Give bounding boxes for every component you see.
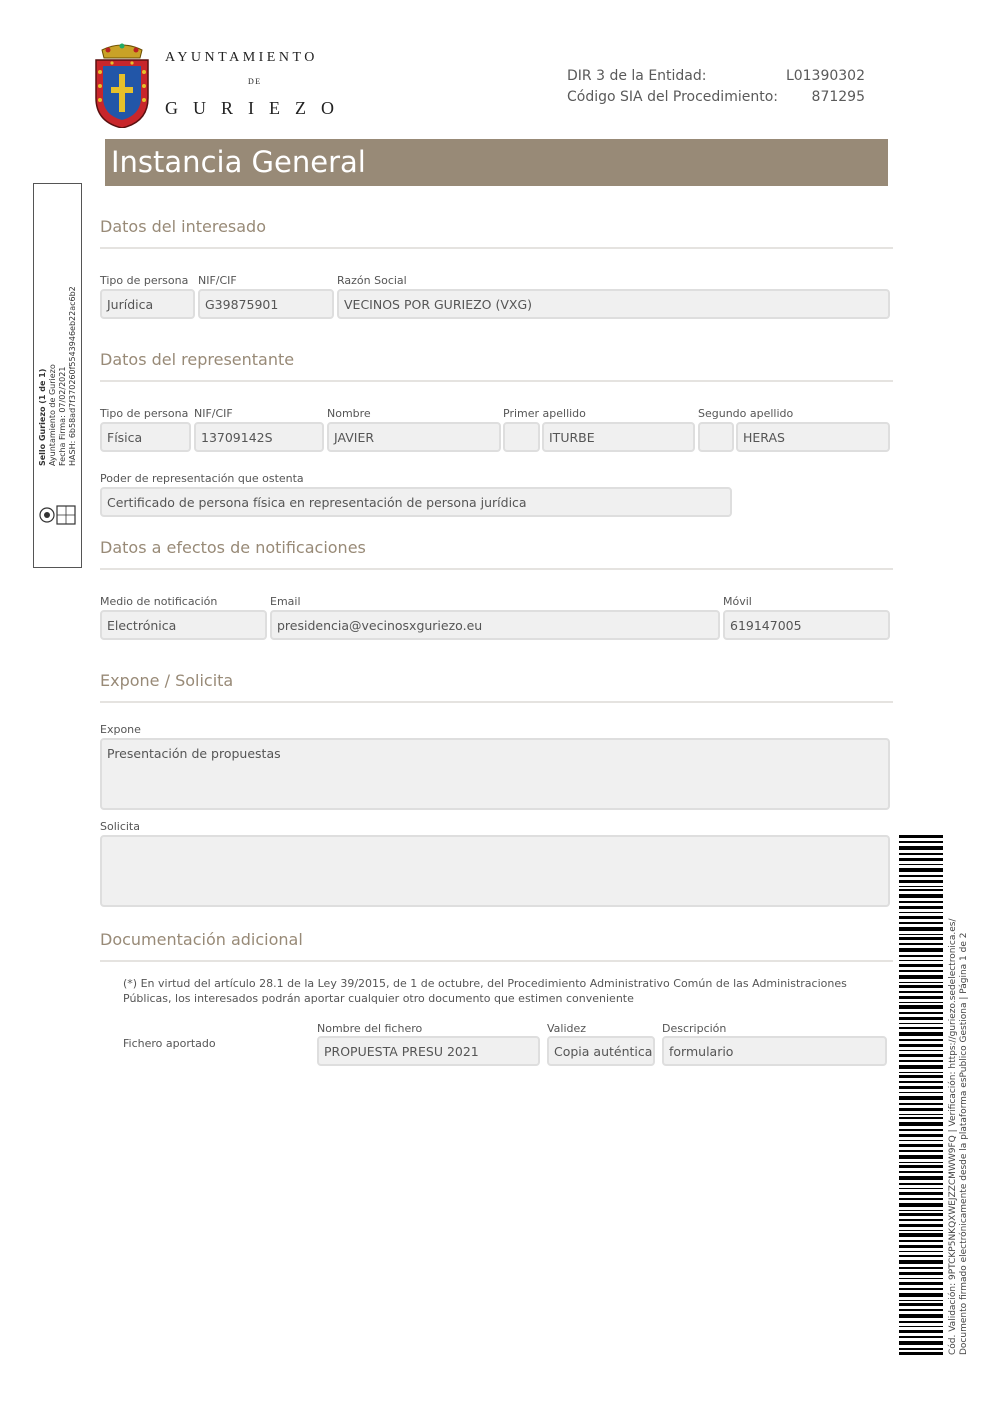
interesado-tipo-label: Tipo de persona <box>100 274 189 287</box>
section-divider <box>100 380 893 382</box>
expone-textarea[interactable]: Presentación de propuestas <box>100 738 890 810</box>
fichero-validez-label: Validez <box>547 1022 587 1035</box>
verification-line2: Documento firmado electrónicamente desde la plataforma esPublico Gestiona | Página 1 de 2 <box>959 932 969 1355</box>
rep-apellido1-label: Primer apellido <box>503 407 586 420</box>
section-documentacion-heading: Documentación adicional <box>100 930 303 949</box>
seal-line4: HASH: 6b58ad7f370260f5543946eb22ac6b2 <box>68 286 77 466</box>
fichero-descripcion-field[interactable]: formulario <box>662 1036 887 1066</box>
sia-label: Código SIA del Procedimiento: <box>567 89 778 105</box>
section-divider <box>100 568 893 570</box>
interesado-nif-label: NIF/CIF <box>198 274 237 287</box>
dir3-label: DIR 3 de la Entidad: <box>567 68 707 84</box>
sia-value: 871295 <box>811 89 865 105</box>
fichero-validez-field[interactable]: Copia auténtica <box>547 1036 655 1066</box>
rep-nif-label: NIF/CIF <box>194 407 233 420</box>
section-interesado-heading: Datos del interesado <box>100 217 266 236</box>
section-notificaciones-heading: Datos a efectos de notificaciones <box>100 538 366 557</box>
interesado-tipo-field[interactable]: Jurídica <box>100 289 195 319</box>
verification-line1: Cód. Validación: 9PTCKP5NKQXWEJZZCMWW9FQ | Verificación: https://guriezo.sedelectronica.es/ <box>948 918 958 1355</box>
org-name-line3: GURIEZO <box>165 98 349 118</box>
notif-medio-label: Medio de notificación <box>100 595 218 608</box>
verification-text <box>948 919 970 1356</box>
notif-email-label: Email <box>270 595 301 608</box>
fichero-aportado-label: Fichero aportado <box>123 1037 216 1050</box>
notif-movil-label: Móvil <box>723 595 752 608</box>
interesado-razon-field[interactable]: VECINOS POR GURIEZO (VXG) <box>337 289 890 319</box>
fichero-descripcion-label: Descripción <box>662 1022 727 1035</box>
solicita-label: Solicita <box>100 820 140 833</box>
org-name-line2: DE <box>248 77 262 86</box>
interesado-nif-field[interactable]: G39875901 <box>198 289 334 319</box>
verification-barcode <box>899 835 945 1355</box>
rep-poder-label: Poder de representación que ostenta <box>100 472 304 485</box>
rep-apellido2-field[interactable]: HERAS <box>736 422 890 452</box>
section-divider <box>100 701 893 703</box>
rep-apellido1-field[interactable]: ITURBE <box>542 422 695 452</box>
legal-note: (*) En virtud del artículo 28.1 de la Ley 39/2015, de 1 de octubre, del Procedimiento Administrativo Común de las Administraciones Públicas, los interesados podrán aportar cualquier otro documento que estimen conveniente <box>123 977 847 1005</box>
section-divider <box>100 960 893 962</box>
expone-label: Expone <box>100 723 141 736</box>
page-title: Instancia General <box>111 145 366 179</box>
rep-nombre-field[interactable]: JAVIER <box>327 422 501 452</box>
fichero-nombre-label: Nombre del fichero <box>317 1022 423 1035</box>
fichero-nombre-field[interactable]: PROPUESTA PRESU 2021 <box>317 1036 540 1066</box>
rep-tipo-label: Tipo de persona <box>100 407 189 420</box>
seal-line2: Ayuntamiento de Guriezo <box>48 364 57 466</box>
dir3-value: L01390302 <box>785 68 865 84</box>
rep-apellido2-label: Segundo apellido <box>698 407 794 420</box>
rep-nif-field[interactable]: 13709142S <box>194 422 324 452</box>
org-name-line1: AYUNTAMIENTO <box>165 50 318 65</box>
notif-medio-field[interactable]: Electrónica <box>100 610 267 640</box>
solicita-textarea[interactable] <box>100 835 890 907</box>
section-representante-heading: Datos del representante <box>100 350 295 369</box>
section-divider <box>100 247 893 249</box>
interesado-razon-label: Razón Social <box>337 274 407 287</box>
seal-text <box>38 286 78 466</box>
rep-nombre-label: Nombre <box>327 407 371 420</box>
seal-line1: Sello Guriezo (1 de 1) <box>38 368 47 466</box>
notif-movil-field[interactable]: 619147005 <box>723 610 890 640</box>
notif-email-field[interactable]: presidencia@vecinosxguriezo.eu <box>270 610 720 640</box>
section-expone-solicita-heading: Expone / Solicita <box>100 671 234 690</box>
rep-apellido1-prefix-field[interactable] <box>503 422 540 452</box>
form-title-bar <box>105 139 888 186</box>
rep-tipo-field[interactable]: Física <box>100 422 191 452</box>
rep-apellido2-prefix-field[interactable] <box>698 422 734 452</box>
rep-poder-field[interactable]: Certificado de persona física en representación de persona jurídica <box>100 487 732 517</box>
seal-line3: Fecha Firma: 07/02/2021 <box>58 366 67 466</box>
seal-icons <box>38 503 78 527</box>
